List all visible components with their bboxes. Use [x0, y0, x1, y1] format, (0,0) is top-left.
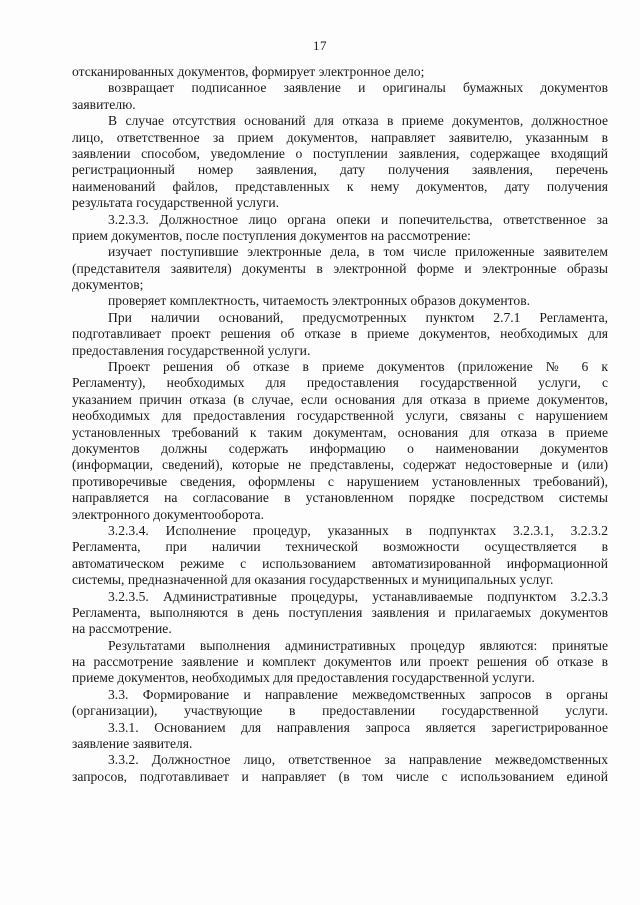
page-number: 17: [313, 38, 327, 53]
text-line: на рассмотрение.: [72, 621, 172, 637]
text-line: изучает поступившие электронные дела, в том числе приложенные заявителем: [108, 244, 608, 260]
text-line: лицо, ответственное за прием документов, направляет заявителю, указанным в: [72, 129, 608, 145]
text-line: При наличии оснований, предусмотренных пунктом 2.7.1 Регламента,: [108, 309, 608, 325]
text-line: В случае отсутствия оснований для отказа в приеме документов, должностное: [108, 113, 608, 129]
text-line: документов должны содержать информацию о наименовании документов: [72, 440, 608, 456]
text-line: противоречивые сведения, оформлены с нарушением установленных требований),: [72, 473, 608, 489]
text-line: предоставления государственной услуги.: [72, 342, 311, 358]
text-line: Регламента, выполняются в день поступления заявления и прилагаемых документов: [72, 604, 608, 620]
text-line: результата государственной услуги.: [72, 195, 280, 211]
text-line: автоматическом режиме с использованием автоматизированной информационной: [72, 555, 608, 571]
text-line: установленных требований к таким документам, основания для отказа в приеме: [72, 424, 608, 440]
text-line: (информации, сведений), которые не представлены, содержат недостоверные и (или): [72, 457, 608, 473]
text-line: Регламента, при наличии технической возможности осуществляется в: [72, 539, 608, 555]
text-line: Результатами выполнения административных процедур являются: принятые: [108, 637, 608, 653]
text-line: 3.2.3.4. Исполнение процедур, указанных в подпунктах 3.2.3.1, 3.2.3.2: [108, 522, 608, 538]
text-line: (организации), участвующие в предоставлении государственной услуги.: [72, 703, 608, 719]
text-line: электронного документооборота.: [72, 506, 264, 522]
text-line: указанием причин отказа (в случае, если основания для отказа в приеме документов,: [72, 391, 608, 407]
text-line: документов;: [72, 277, 144, 293]
text-line: 3.3.1. Основанием для направления запроса является зарегистрированное: [108, 719, 608, 735]
text-line: системы, предназначенной для оказания государственных и муниципальных услуг.: [72, 572, 554, 588]
text-line: Проект решения об отказе в приеме документов (приложение № 6 к: [108, 359, 608, 375]
document-body: [72, 64, 608, 785]
text-line: прием документов, после поступления документов на рассмотрение:: [72, 227, 471, 243]
text-line: регистрационный номер заявления, дату получения заявления, перечень: [72, 162, 608, 178]
text-line: на рассмотрение заявление и комплект документов или проект решения об отказе в: [72, 654, 608, 670]
text-line: (представителя заявителя) документы в электронной форме и электронные образы: [72, 260, 608, 276]
text-line: 3.2.3.5. Административные процедуры, устанавливаемые подпунктом 3.2.3.3: [108, 588, 608, 604]
text-line: заявлении способом, уведомление о поступлении заявления, содержащее входящий: [72, 145, 608, 161]
text-line: проверяет комплектность, читаемость электронных образов документов.: [108, 293, 531, 309]
text-line: приеме документов, необходимых для предоставления государственной услуги.: [72, 670, 535, 686]
text-line: 3.3.2. Должностное лицо, ответственное за направление межведомственных: [108, 752, 608, 768]
text-line: возвращает подписанное заявление и оригиналы бумажных документов: [108, 80, 608, 96]
text-line: подготавливает проект решения об отказе в приеме документов, необходимых для: [72, 326, 608, 342]
text-line: запросов, подготавливает и направляет (в том числе с использованием единой: [72, 768, 608, 784]
text-line: 3.3. Формирование и направление межведомственных запросов в органы: [108, 686, 608, 702]
text-line: наименований файлов, представленных к нему документов, дату получения: [72, 178, 608, 194]
text-line: 3.2.3.3. Должностное лицо органа опеки и попечительства, ответственное за: [108, 211, 608, 227]
text-line: заявителю.: [72, 96, 136, 112]
text-line: направляется на согласование в установленном порядке посредством системы: [72, 490, 608, 506]
text-line: необходимых для предоставления государственной услуги, связаны с нарушением: [72, 408, 608, 424]
text-line: отсканированных документов, формирует электронное дело;: [72, 64, 425, 79]
text-line: заявление заявителя.: [72, 736, 193, 752]
text-line: Регламенту), необходимых для предоставления государственной услуги, с: [72, 375, 608, 391]
